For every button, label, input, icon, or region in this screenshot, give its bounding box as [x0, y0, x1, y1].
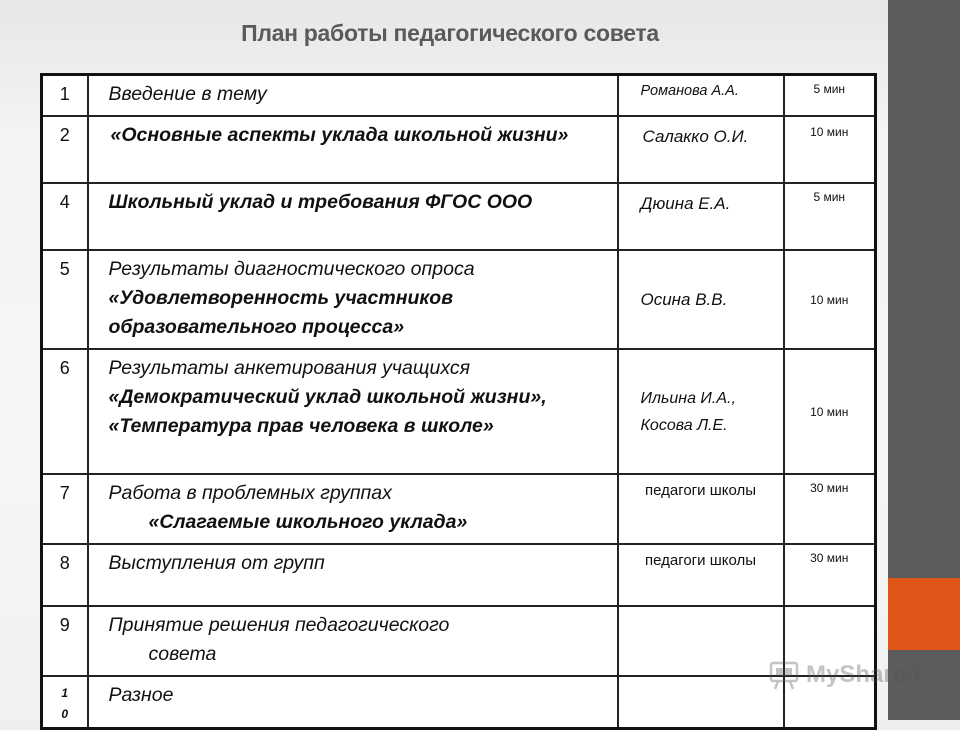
topic-text: Результаты диагностического опроса — [108, 258, 475, 280]
table-row — [42, 606, 876, 676]
row-topic — [88, 250, 618, 349]
row-topic — [88, 183, 618, 250]
table-row — [42, 676, 876, 728]
topic-text-continued: совета — [148, 643, 217, 665]
row-time: 30 мин — [784, 544, 876, 606]
row-number: 2 — [42, 116, 88, 183]
table-row — [42, 544, 876, 606]
row-topic — [88, 75, 618, 117]
topic-bold-text: «Демократический уклад школьной жизни», «Температура прав человека в школе» — [108, 386, 547, 437]
row-time: 10 мин — [784, 116, 876, 183]
row-topic — [88, 474, 618, 544]
row-number: 8 — [42, 544, 88, 606]
row-time: 5 мин — [784, 183, 876, 250]
row-topic — [88, 676, 618, 728]
side-accent-square — [888, 578, 960, 650]
topic-bold-text: «Слагаемые школьного уклада» — [148, 511, 468, 533]
row-topic — [88, 606, 618, 676]
row-time: 10 мин — [784, 349, 876, 474]
watermark-text: MyShared — [806, 661, 921, 688]
row-responsible — [618, 676, 784, 728]
row-number-second-digit: 0 — [61, 707, 69, 721]
row-topic — [88, 544, 618, 606]
row-number: 9 — [42, 606, 88, 676]
row-number — [42, 676, 88, 728]
topic-text: Введение в тему — [108, 83, 267, 105]
row-responsible: педагоги школы — [618, 544, 784, 606]
table-row — [42, 75, 876, 117]
row-responsible: Ильина И.А., Косова Л.Е. — [618, 349, 784, 474]
topic-text: Работа в проблемных группах — [108, 482, 392, 504]
topic-bold-text: «Удовлетворенность участников образовательного процесса» — [108, 287, 453, 338]
row-number-first-digit: 1 — [61, 686, 69, 700]
row-topic — [88, 116, 618, 183]
row-responsible: Романова А.А. — [618, 75, 784, 117]
row-time: 10 мин — [784, 250, 876, 349]
row-number: 7 — [42, 474, 88, 544]
topic-text: Разное — [108, 684, 174, 706]
row-responsible: Салакко О.И. — [618, 116, 784, 183]
plan-table — [40, 73, 877, 730]
watermark — [768, 655, 938, 695]
topic-text: Результаты анкетирования учащихся — [108, 357, 471, 379]
table-row — [42, 250, 876, 349]
row-number: 5 — [42, 250, 88, 349]
table-row — [42, 349, 876, 474]
table-row — [42, 474, 876, 544]
row-responsible: Осина В.В. — [618, 250, 784, 349]
topic-text: Принятие решения педагогического — [108, 614, 450, 636]
table-row — [42, 183, 876, 250]
presentation-board-icon — [768, 659, 800, 691]
row-number: 4 — [42, 183, 88, 250]
table-row — [42, 116, 876, 183]
topic-text: Выступления от групп — [108, 552, 325, 574]
row-responsible: Дюина Е.А. — [618, 183, 784, 250]
topic-bold-text: Школьный уклад и требования ФГОС ООО — [108, 191, 533, 213]
row-number: 6 — [42, 349, 88, 474]
row-time: 30 мин — [784, 474, 876, 544]
row-time: 5 мин — [784, 75, 876, 117]
row-responsible — [618, 606, 784, 676]
row-number: 1 — [42, 75, 88, 117]
row-topic — [88, 349, 618, 474]
row-responsible: педагоги школы — [618, 474, 784, 544]
topic-bold-text: «Основные аспекты уклада школьной жизни» — [110, 124, 569, 146]
slide-title: План работы педагогического совета — [241, 20, 659, 46]
